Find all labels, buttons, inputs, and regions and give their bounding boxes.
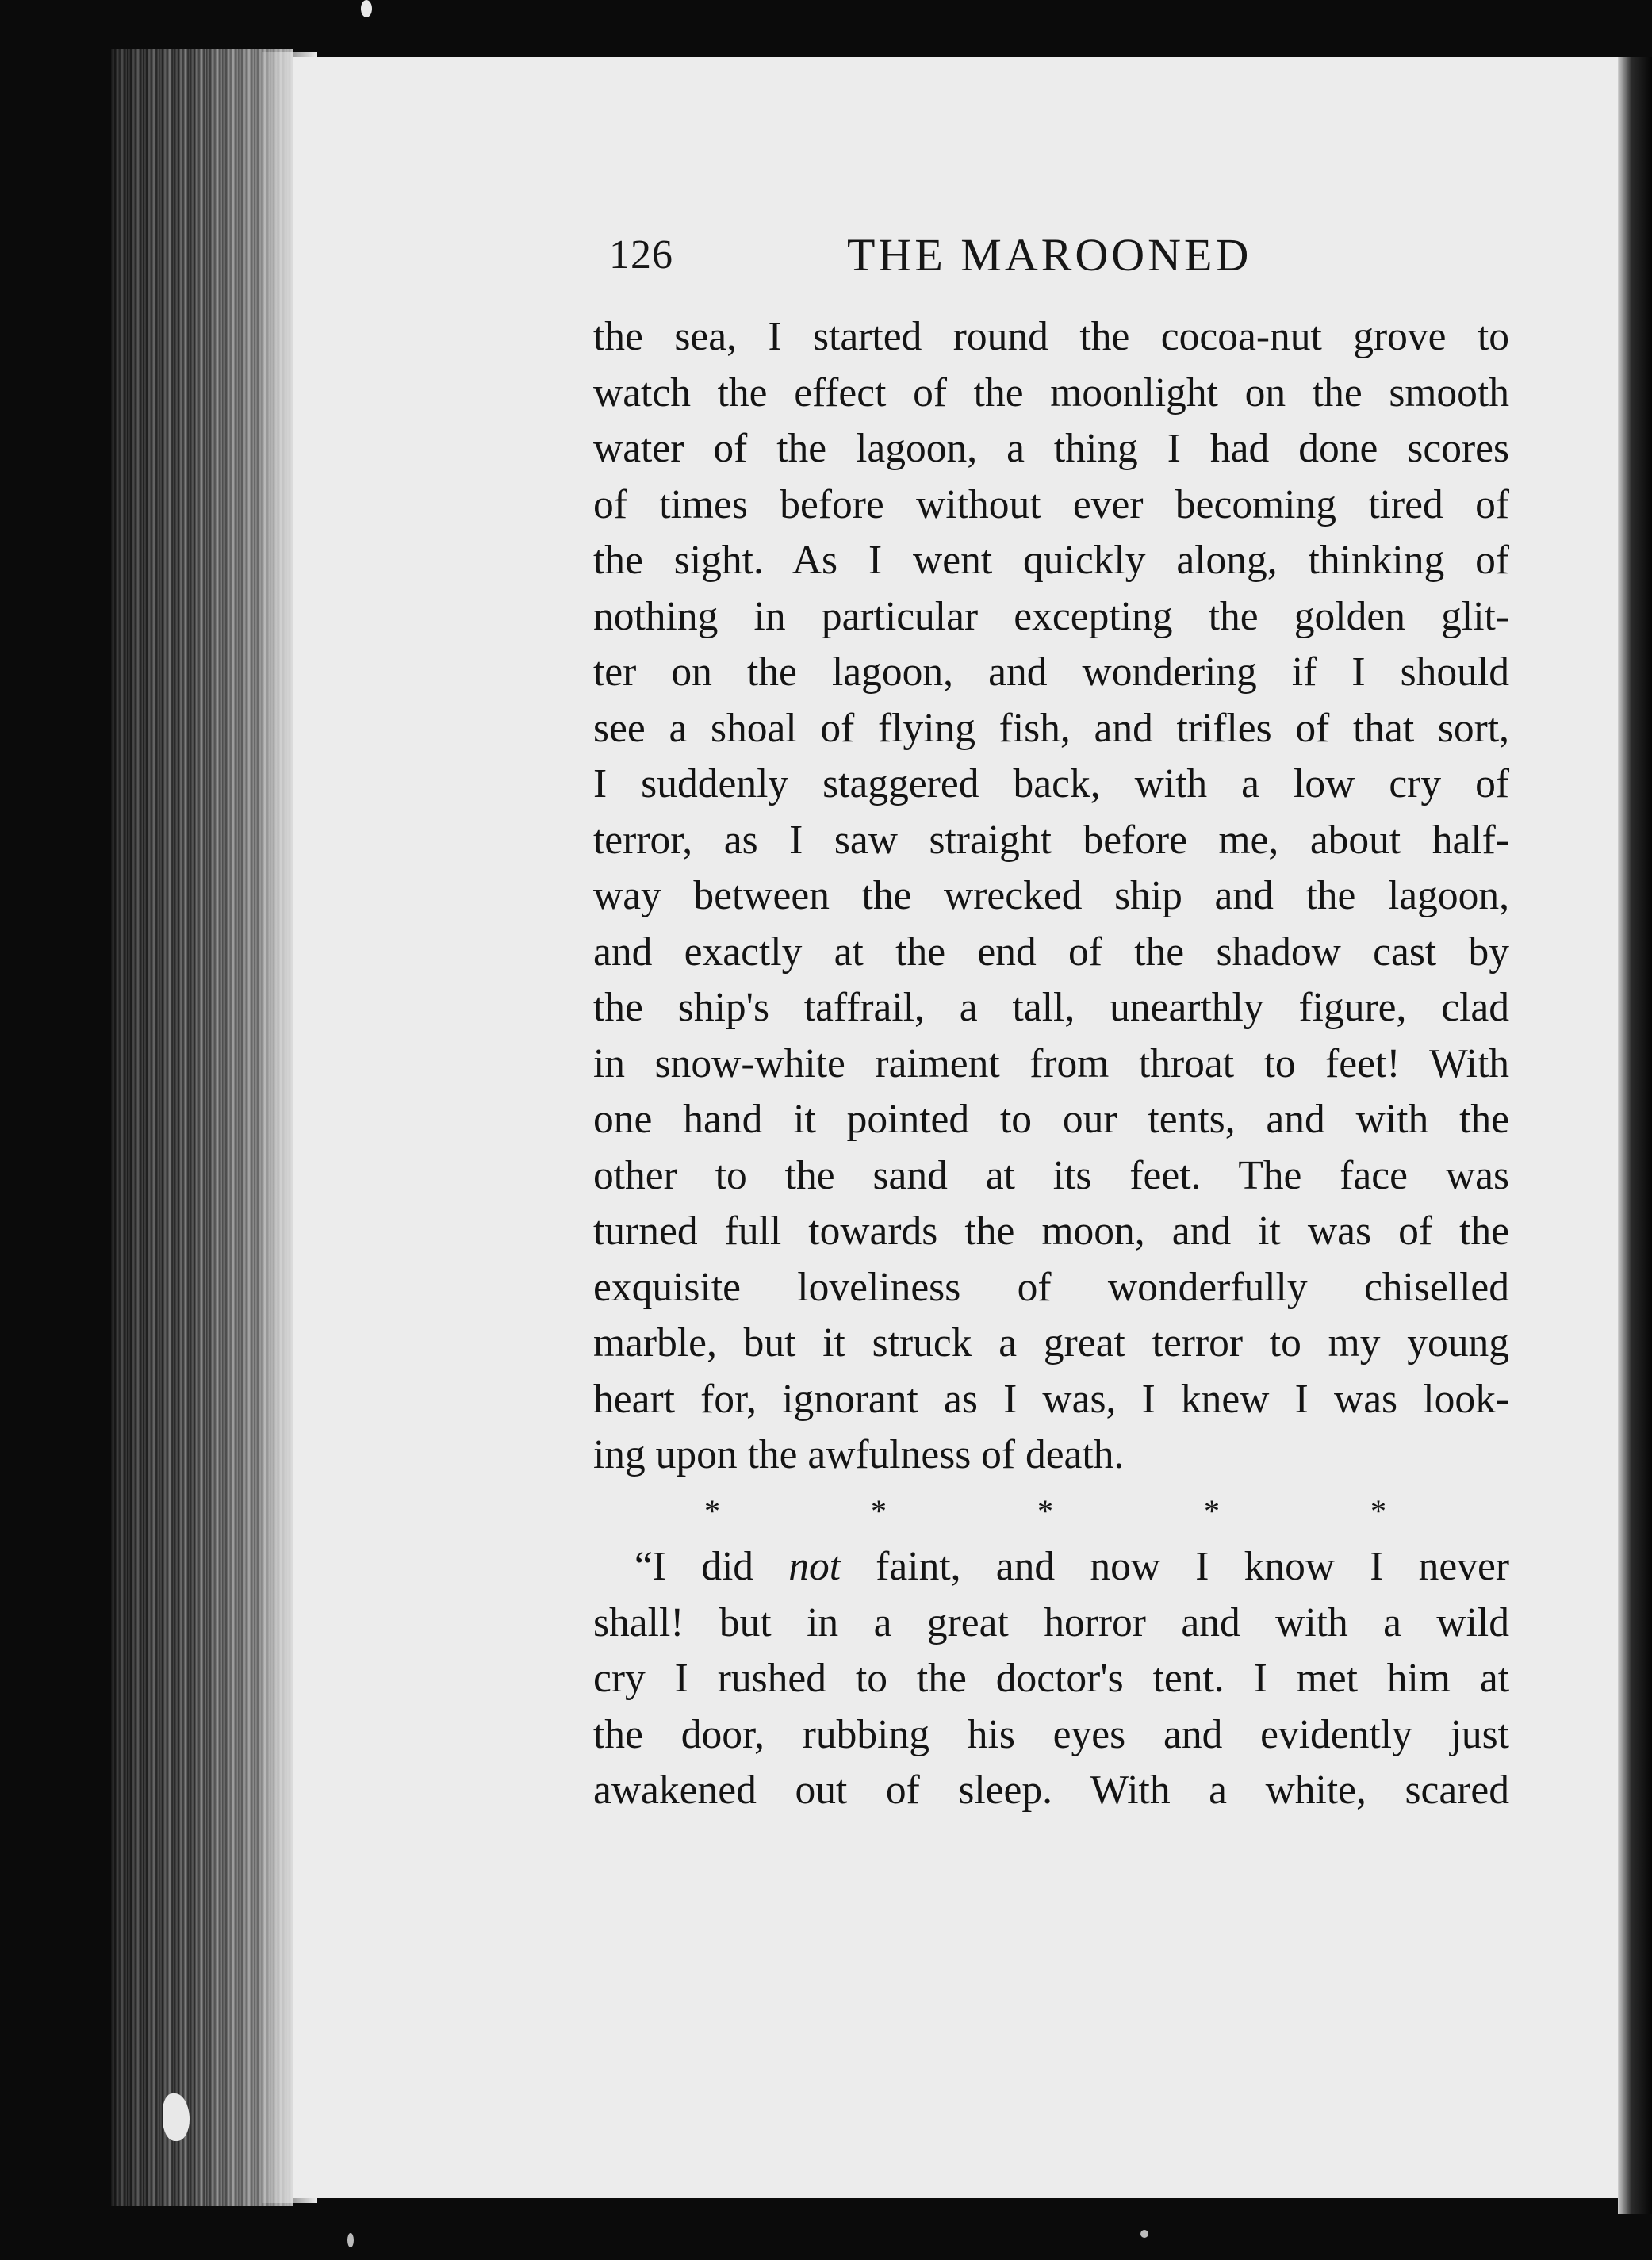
text-segment: faint, and now I know I never	[841, 1544, 1509, 1589]
text-line: the sight. As I went quickly along, thinking of	[593, 538, 1509, 583]
scan-speck	[347, 2233, 354, 2247]
text-line: watch the effect of the moonlight on the smooth	[593, 370, 1509, 416]
text-line: cry I rushed to the doctor's tent. I met him at	[593, 1656, 1509, 1701]
text-segment: “I did	[634, 1544, 789, 1589]
text-line: of times before without ever becoming tired of	[593, 481, 1509, 527]
text-line: and exactly at the end of the shadow cast by	[593, 929, 1509, 975]
text-line: way between the wrecked ship and the lagoon,	[593, 873, 1509, 918]
scan-speck	[361, 0, 372, 17]
text-line	[593, 1539, 1509, 1595]
text-line: I suddenly staggered back, with a low cry of	[593, 761, 1509, 806]
text-line: marble, but it struck a great terror to my young	[593, 1320, 1509, 1366]
asterisk-ornament: *	[704, 1492, 720, 1529]
section-break	[704, 1484, 1386, 1540]
text-line: ing upon the awfulness of death.	[593, 1432, 1125, 1477]
asterisk-ornament: *	[871, 1492, 887, 1529]
text-line: in snow-white raiment from throat to feet! With	[593, 1040, 1509, 1086]
text-line: nothing in particular excepting the golden glit-	[593, 593, 1509, 639]
text-line: shall! but in a great horror and with a wild	[593, 1599, 1509, 1645]
text-line: water of the lagoon, a thing I had done scores	[593, 426, 1509, 471]
text-line: exquisite loveliness of wonderfully chiselled	[593, 1264, 1509, 1310]
paragraph-1	[593, 309, 1509, 1484]
text-line: terror, as I saw straight before me, about half-	[593, 817, 1509, 863]
body-text	[593, 309, 1509, 1819]
paragraph-2	[593, 1539, 1509, 1819]
scan-speck	[1140, 2230, 1148, 2238]
text-line: other to the sand at its feet. The face was	[593, 1152, 1509, 1198]
text-line: see a shoal of flying fish, and trifles of that sort,	[593, 705, 1509, 751]
text-line: the door, rubbing his eyes and evidently just	[593, 1711, 1509, 1757]
text-line: heart for, ignorant as I was, I knew I was look-	[593, 1376, 1509, 1422]
asterisk-ornament: *	[1037, 1492, 1053, 1529]
text-line: ter on the lagoon, and wondering if I should	[593, 649, 1509, 695]
text-line: awakened out of sleep. With a white, scared	[593, 1768, 1509, 1813]
running-title: THE MAROONED	[847, 229, 1252, 281]
asterisk-ornament: *	[1204, 1492, 1220, 1529]
text-line: turned full towards the moon, and it was of the	[593, 1209, 1509, 1254]
page-right-shadow	[1618, 57, 1652, 2214]
text-line: the ship's taffrail, a tall, unearthly figure, clad	[593, 985, 1509, 1030]
asterisk-ornament: *	[1370, 1492, 1386, 1529]
page-number: 126	[609, 232, 673, 278]
text-line: the sea, I started round the cocoa-nut grove to	[593, 314, 1509, 359]
running-head	[609, 228, 1521, 284]
text-line: one hand it pointed to our tents, and with the	[593, 1097, 1509, 1142]
emphasis: not	[788, 1544, 841, 1589]
